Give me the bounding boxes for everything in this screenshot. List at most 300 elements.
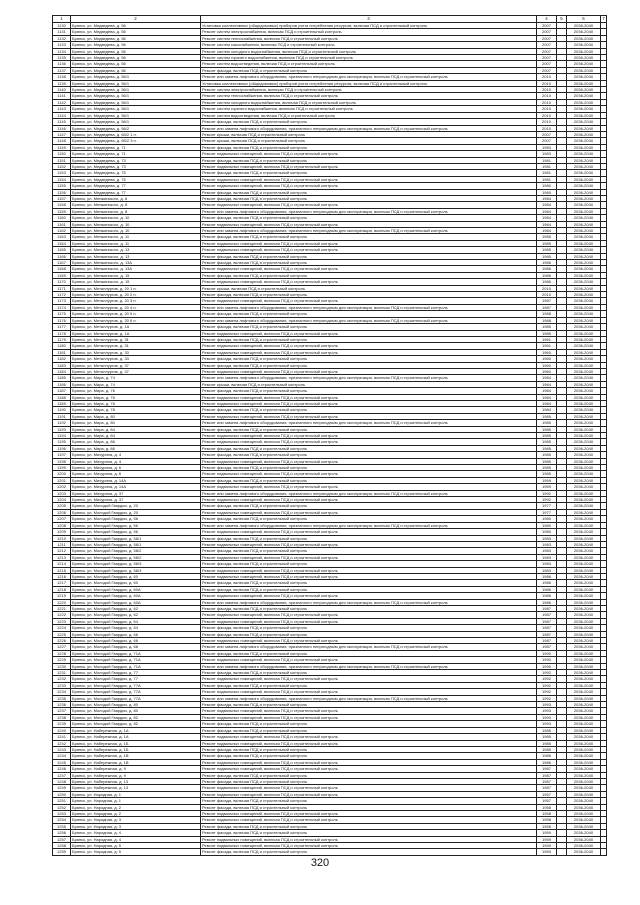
row-work-type: Ремонт фасада, включая ПСД и строительный контроль — [201, 253, 537, 259]
row-period: 2036-2040 — [567, 356, 601, 362]
row-number: 1216 — [53, 573, 71, 579]
row-year: 1980 — [537, 522, 557, 528]
row-number: 1226 — [53, 638, 71, 644]
row-work-type: Ремонт подвальных помещений, включая ПСД и строительный контроль — [201, 400, 537, 406]
row-address: Брянск, ул. Металлургов, д. 37 — [71, 362, 201, 368]
row-work-type: Установка коллективных (общедомовых) приборов учета потребления ресурсов, включая ПСД и строительный контроль — [201, 80, 537, 86]
row-year: 1985 — [537, 247, 557, 253]
row-address: Брянск, ул. Менжинского, д. 13 — [71, 253, 201, 259]
row-period: 2036-2040 — [567, 375, 601, 381]
row-address: Брянск, ул. Медведева, д. 56/1 — [71, 74, 201, 80]
row-work-type: Ремонт или замена лифтового оборудования, признанного непригодным для эксплуатации, включая ПСД и строительный контроль — [201, 317, 537, 323]
row-work-type: Ремонт систем горячего водоснабжения, включая ПСД и строительный контроль — [201, 55, 537, 61]
row-year: 1985 — [537, 420, 557, 426]
row-address: Брянск, ул. Менжинского, д. 13 — [71, 247, 201, 253]
row-work-type: Ремонт фасада, включая ПСД и строительный контроль — [201, 452, 537, 458]
row-address: Брянск, ул. Мира, д. 86 — [71, 445, 201, 451]
row-number: 1186 — [53, 381, 71, 387]
row-period: 2036-2040 — [567, 202, 601, 208]
row-work-type: Ремонт подвальных помещений, включая ПСД и строительный контроль — [201, 554, 537, 560]
row-year: 1987 — [537, 618, 557, 624]
row-number: 1155 — [53, 183, 71, 189]
row-work-type: Ремонт подвальных помещений, включая ПСД и строительный контроль — [201, 612, 537, 618]
row-year: 1980 — [537, 516, 557, 522]
row-address: Брянск, ул. Молодой Гвардии, д. 80 — [71, 702, 201, 708]
row-year: 1984 — [537, 202, 557, 208]
row-period: 2036-2040 — [567, 759, 601, 765]
row-period: 2036-2040 — [567, 503, 601, 509]
row-number: 1221 — [53, 605, 71, 611]
row-number: 1133 — [53, 42, 71, 48]
row-number: 1149 — [53, 144, 71, 150]
row-period: 2036-2040 — [567, 753, 601, 759]
row-number: 1203 — [53, 490, 71, 496]
row-number: 1195 — [53, 439, 71, 445]
row-year: 2010 — [537, 119, 557, 125]
row-work-type: Ремонт подвальных помещений, включая ПСД и строительный контроль — [201, 843, 537, 849]
row-work-type: Ремонт крыши, включая ПСД и строительный контроль — [201, 131, 537, 137]
row-number: 1135 — [53, 55, 71, 61]
row-number: 1201 — [53, 477, 71, 483]
row-year: 1960 — [537, 362, 557, 368]
row-address: Брянск, ул. Медведева, д. 71 — [71, 144, 201, 150]
row-address: Брянск, ул. Медведева, д. 56/1 — [71, 119, 201, 125]
row-number: 1233 — [53, 682, 71, 688]
row-year: 2010 — [537, 74, 557, 80]
repair-program-table — [52, 15, 607, 856]
header-col-6: 6 — [567, 16, 601, 23]
row-year: 1980 — [537, 529, 557, 535]
row-period: 2036-2040 — [567, 240, 601, 246]
row-year: 1990 — [537, 657, 557, 663]
row-number: 1196 — [53, 445, 71, 451]
row-work-type: Ремонт подвальных помещений, включая ПСД и строительный контроль — [201, 240, 537, 246]
row-year: 1981 — [537, 163, 557, 169]
row-period: 2036-2040 — [567, 785, 601, 791]
row-number: 1258 — [53, 843, 71, 849]
row-year: 1977 — [537, 503, 557, 509]
row-address: Брянск, ул. Мичурина, д. 4 — [71, 452, 201, 458]
row-work-type: Ремонт подвальных помещений, включая ПСД и строительный контроль — [201, 176, 537, 182]
row-period: 2036-2040 — [567, 490, 601, 496]
row-work-type: Ремонт подвальных помещений, включая ПСД и строительный контроль — [201, 638, 537, 644]
row-address: Брянск, ул. Металлургов, д. 20 4 п. — [71, 304, 201, 310]
row-year: 2010 — [537, 125, 557, 131]
row-address: Брянск, ул. Медведева, д. 75 — [71, 170, 201, 176]
row-work-type: Ремонт фасада, включая ПСД и строительный контроль — [201, 746, 537, 752]
row-work-type: Ремонт подвальных помещений, включая ПСД и строительный контроль — [201, 810, 537, 816]
row-address: Брянск, ул. Медведева, д. 56 — [71, 48, 201, 54]
row-year: 1992 — [537, 497, 557, 503]
row-period: 2036-2040 — [567, 465, 601, 471]
row-year: 1993 — [537, 708, 557, 714]
row-address: Брянск, ул. Металлургов, д. 20 2 п. — [71, 292, 201, 298]
row-number: 1142 — [53, 99, 71, 105]
row-period: 2036-2040 — [567, 452, 601, 458]
row-address: Брянск, ул. Мира, д. 84 — [71, 433, 201, 439]
row-year: 2007 — [537, 67, 557, 73]
row-address: Брянск, ул. Молодой Гвардии, д. 66 — [71, 631, 201, 637]
row-number: 1166 — [53, 253, 71, 259]
row-year: 1984 — [537, 195, 557, 201]
row-year: 1984 — [537, 407, 557, 413]
row-work-type: Ремонт подвальных помещений, включая ПСД и строительный контроль — [201, 266, 537, 272]
row-period: 2036-2040 — [567, 61, 601, 67]
row-address: Брянск, ул. Народная, д. 3 — [71, 823, 201, 829]
row-number: 1192 — [53, 420, 71, 426]
row-number: 1211 — [53, 541, 71, 547]
row-year: 1985 — [537, 727, 557, 733]
row-period: 2036-2040 — [567, 381, 601, 387]
row-year: 1987 — [537, 778, 557, 784]
table-row — [53, 849, 607, 855]
row-work-type: Ремонт систем горячего водоснабжения, включая ПСД и строительный контроль — [201, 106, 537, 112]
row-work-type: Ремонт или замена лифтового оборудования, признанного непригодным для эксплуатации, включая ПСД и строительный контроль — [201, 375, 537, 381]
row-period: 2036-2040 — [567, 272, 601, 278]
row-number: 1131 — [53, 29, 71, 35]
row-address: Брянск, ул. Медведева, д. 56/1 — [71, 80, 201, 86]
row-address: Брянск, ул. Мира, д. 76 — [71, 388, 201, 394]
row-address: Брянск, ул. Молодой Гвардии, д. 62 — [71, 612, 201, 618]
row-work-type: Ремонт фасада, включая ПСД и строительный контроль — [201, 144, 537, 150]
row-number: 1159 — [53, 208, 71, 214]
row-number: 1134 — [53, 48, 71, 54]
row-period: 2036-2040 — [567, 253, 601, 259]
row-address: Брянск, ул. Молодой Гвардии, д. 20 — [71, 503, 201, 509]
row-year: 1985 — [537, 433, 557, 439]
row-work-type: Ремонт или замена лифтового оборудования, признанного непригодным для эксплуатации, включая ПСД и строительный контроль — [201, 695, 537, 701]
row-year: 1985 — [537, 439, 557, 445]
row-number: 1209 — [53, 529, 71, 535]
row-period: 2036-2040 — [567, 151, 601, 157]
row-year: 1985 — [537, 734, 557, 740]
row-year: 1958 — [537, 817, 557, 823]
row-address: Брянск, ул. Мира, д. 84 — [71, 426, 201, 432]
header-col-7: 7 — [602, 16, 605, 22]
row-number: 1175 — [53, 311, 71, 317]
row-number: 1173 — [53, 298, 71, 304]
row-address: Брянск, ул. Народная, д. 5 — [71, 843, 201, 849]
row-address: Брянск, ул. Мира, д. 74 — [71, 381, 201, 387]
row-year: 1977 — [537, 509, 557, 515]
row-number: 1171 — [53, 285, 71, 291]
row-period: 2036-2040 — [567, 791, 601, 797]
row-address: Брянск, ул. Молодой Гвардии, д. 56 — [71, 529, 201, 535]
row-address: Брянск, ул. Молодой Гвардии, д. 60А — [71, 586, 201, 592]
row-period: 2036-2040 — [567, 420, 601, 426]
row-year: 1985 — [537, 465, 557, 471]
row-address: Брянск, ул. Молодой Гвардии, д. 60А — [71, 593, 201, 599]
row-work-type: Ремонт фасада, включая ПСД и строительный контроль — [201, 682, 537, 688]
row-year: 1959 — [537, 477, 557, 483]
row-address: Брянск, ул. Молодой Гвардии, д. 77 — [71, 670, 201, 676]
row-number: 1235 — [53, 695, 71, 701]
row-year: 1984 — [537, 221, 557, 227]
row-number: 1220 — [53, 599, 71, 605]
row-year: 1992 — [537, 689, 557, 695]
row-year: 1986 — [537, 272, 557, 278]
row-address: Брянск, ул. Медведева, д. 56/2 — [71, 125, 201, 131]
page-number: 320 — [310, 857, 330, 869]
row-year: 1984 — [537, 394, 557, 400]
row-work-type: Ремонт подвальных помещений, включая ПСД и строительный контроль — [201, 785, 537, 791]
row-number: 1180 — [53, 343, 71, 349]
row-year: 1992 — [537, 670, 557, 676]
header-col-3: 3 — [201, 16, 537, 23]
row-period: 2036-2040 — [567, 349, 601, 355]
row-number: 1168 — [53, 266, 71, 272]
row-year: 2007 — [537, 29, 557, 35]
row-number: 1191 — [53, 413, 71, 419]
row-address: Брянск, ул. Мичурина, д. 14А — [71, 477, 201, 483]
row-address: Брянск, ул. Молодой Гвардии, д. 66 — [71, 638, 201, 644]
row-period: 2036-2040 — [567, 804, 601, 810]
row-year: 1981 — [537, 157, 557, 163]
row-work-type: Ремонт фасада, включая ПСД и строительный контроль — [201, 631, 537, 637]
row-period: 2036-2040 — [567, 343, 601, 349]
row-number: 1177 — [53, 324, 71, 330]
row-period: 2036-2040 — [567, 368, 601, 374]
row-address: Брянск, ул. Молодой Гвардии, д. 77А — [71, 682, 201, 688]
row-number: 1172 — [53, 292, 71, 298]
row-work-type: Ремонт или замена лифтового оборудования, признанного непригодным для эксплуатации, включая ПСД и строительный контроль — [201, 599, 537, 605]
row-period: 2036-2040 — [567, 311, 601, 317]
row-period: 2036-2040 — [567, 87, 601, 93]
document-sheet — [52, 15, 606, 856]
row-work-type: Ремонт подвальных помещений, включая ПСД и строительный контроль — [201, 279, 537, 285]
row-work-type: Ремонт фасада, включая ПСД и строительный контроль — [201, 362, 537, 368]
row-number: 1218 — [53, 586, 71, 592]
row-number: 1225 — [53, 631, 71, 637]
row-year: 1986 — [537, 753, 557, 759]
row-number: 1151 — [53, 157, 71, 163]
row-number: 1231 — [53, 670, 71, 676]
row-number: 1239 — [53, 721, 71, 727]
row-address: Брянск, ул. Мичурина, д. 6 — [71, 465, 201, 471]
row-address: Брянск, ул. Набережная, д. 9 — [71, 772, 201, 778]
row-work-type: Ремонт фасада, включая ПСД и строительный контроль — [201, 727, 537, 733]
row-year: 1986 — [537, 586, 557, 592]
row-work-type: Ремонт подвальных помещений, включая ПСД и строительный контроль — [201, 298, 537, 304]
row-number: 1161 — [53, 221, 71, 227]
row-period: 2036-2040 — [567, 119, 601, 125]
row-period: 2036-2040 — [567, 631, 601, 637]
row-year: 1959 — [537, 849, 557, 855]
row-number: 1247 — [53, 772, 71, 778]
row-address: Брянск, ул. Менжинского, д. 15 — [71, 279, 201, 285]
row-period: 2036-2040 — [567, 298, 601, 304]
row-year: 1961 — [537, 343, 557, 349]
row-number: 1200 — [53, 471, 71, 477]
row-year: 1983 — [537, 548, 557, 554]
row-year: 1984 — [537, 208, 557, 214]
row-number: 1244 — [53, 753, 71, 759]
row-work-type: Ремонт подвальных помещений, включая ПСД и строительный контроль — [201, 394, 537, 400]
row-year: 1990 — [537, 650, 557, 656]
row-period: 2036-2040 — [567, 817, 601, 823]
row-work-type: Ремонт фасада, включая ПСД и строительный контроль — [201, 503, 537, 509]
row-address: Брянск, ул. Мира, д. 80 — [71, 413, 201, 419]
row-period: 2036-2040 — [567, 42, 601, 48]
row-number: 1146 — [53, 125, 71, 131]
row-year: 2007 — [537, 61, 557, 67]
row-number: 1188 — [53, 394, 71, 400]
row-address: Брянск, ул. Молодой Гвардии, д. 64 — [71, 625, 201, 631]
row-period: 2036-2040 — [567, 144, 601, 150]
row-address: Брянск, ул. Мичурина, д. 4 — [71, 458, 201, 464]
row-year: 1986 — [537, 580, 557, 586]
row-number: 1243 — [53, 746, 71, 752]
row-address: Брянск, ул. Медведева, д. 56/1 — [71, 99, 201, 105]
row-address: Брянск, ул. Мира, д. 78 — [71, 407, 201, 413]
row-address: Брянск, ул. Набережная, д. 1А — [71, 727, 201, 733]
row-work-type: Ремонт фасада, включая ПСД и строительный контроль — [201, 445, 537, 451]
row-year: 1985 — [537, 253, 557, 259]
row-period: 2036-2040 — [567, 394, 601, 400]
row-address: Брянск, ул. Медведева, д. 56/1 — [71, 87, 201, 93]
row-year: 1987 — [537, 612, 557, 618]
row-year: 2010 — [537, 112, 557, 118]
row-period: 2036-2040 — [567, 625, 601, 631]
row-work-type: Ремонт или замена лифтового оборудования, признанного непригодным для эксплуатации, включая ПСД и строительный контроль — [201, 420, 537, 426]
row-number: 1187 — [53, 388, 71, 394]
row-work-type: Ремонт систем электроснабжения, включая ПСД и строительный контроль — [201, 87, 537, 93]
row-work-type: Ремонт подвальных помещений, включая ПСД и строительный контроль — [201, 247, 537, 253]
row-period: 2036-2040 — [567, 548, 601, 554]
row-year: 1984 — [537, 381, 557, 387]
row-number: 1255 — [53, 823, 71, 829]
row-year: 1984 — [537, 400, 557, 406]
row-period: 2036-2040 — [567, 400, 601, 406]
row-work-type: Ремонт фасада, включая ПСД и строительный контроль — [201, 170, 537, 176]
row-work-type: Ремонт фасада, включая ПСД и строительный контроль — [201, 804, 537, 810]
row-period: 2036-2040 — [567, 228, 601, 234]
row-address: Брянск, ул. Мира, д. 76 — [71, 394, 201, 400]
row-period: 2036-2040 — [567, 497, 601, 503]
row-period: 2036-2040 — [567, 35, 601, 41]
row-period: 2036-2040 — [567, 509, 601, 515]
row-address: Брянск, ул. Молодой Гвардии, д. 77 — [71, 676, 201, 682]
row-number: 1252 — [53, 804, 71, 810]
row-period: 2036-2040 — [567, 599, 601, 605]
row-number: 1202 — [53, 484, 71, 490]
row-address: Брянск, ул. Металлургов, д. 20 1 п. — [71, 285, 201, 291]
row-work-type: Ремонт фасада, включая ПСД и строительный контроль — [201, 561, 537, 567]
row-period: 2036-2040 — [567, 317, 601, 323]
row-address: Брянск, ул. Молодой Гвардии, д. 82 — [71, 714, 201, 720]
row-number: 1223 — [53, 618, 71, 624]
row-number: 1237 — [53, 708, 71, 714]
row-period: 2036-2040 — [567, 593, 601, 599]
row-year: 1992 — [537, 676, 557, 682]
row-year: 1985 — [537, 330, 557, 336]
row-period: 2036-2040 — [567, 740, 601, 746]
row-year: 2007 — [537, 35, 557, 41]
row-number: 1206 — [53, 509, 71, 515]
row-year: 1987 — [537, 298, 557, 304]
row-period: 2036-2040 — [567, 183, 601, 189]
row-period: 2036-2040 — [567, 388, 601, 394]
row-period: 2036-2040 — [567, 676, 601, 682]
row-work-type: Ремонт подвальных помещений, включая ПСД и строительный контроль — [201, 740, 537, 746]
row-work-type: Ремонт фасада, включая ПСД и строительный контроль — [201, 535, 537, 541]
row-number: 1217 — [53, 580, 71, 586]
row-period: 2036-2040 — [567, 708, 601, 714]
row-work-type: Ремонт подвальных помещений, включая ПСД и строительный контроль — [201, 657, 537, 663]
row-number: 1160 — [53, 215, 71, 221]
row-address: Брянск, ул. Молодой Гвардии, д. 77А — [71, 689, 201, 695]
row-address: Брянск, ул. Медведева, д. 56 — [71, 61, 201, 67]
row-address: Брянск, ул. Мичурина, д. 37 — [71, 497, 201, 503]
row-year: 1993 — [537, 721, 557, 727]
row-work-type: Ремонт фасада, включая ПСД и строительный контроль — [201, 477, 537, 483]
row-number: 1137 — [53, 67, 71, 73]
row-address: Брянск, ул. Медведева, д. 56 — [71, 29, 201, 35]
row-period: 2036-2040 — [567, 843, 601, 849]
row-address: Брянск, ул. Молодой Гвардии, д. 60А — [71, 599, 201, 605]
row-number: 1169 — [53, 272, 71, 278]
row-year: 2010 — [537, 285, 557, 291]
row-number: 1259 — [53, 849, 71, 855]
row-work-type: Ремонт фасада, включая ПСД и строительный контроль — [201, 778, 537, 784]
row-work-type: Ремонт фасада, включая ПСД и строительный контроль — [201, 157, 537, 163]
row-period: 2036-2040 — [567, 93, 601, 99]
row-address: Брянск, ул. Молодой Гвардии, д. 71А — [71, 657, 201, 663]
row-number: 1246 — [53, 766, 71, 772]
row-year: 1985 — [537, 452, 557, 458]
row-number: 1214 — [53, 561, 71, 567]
row-number: 1178 — [53, 330, 71, 336]
row-address: Брянск, ул. Молодой Гвардии, д. 56 — [71, 516, 201, 522]
row-address: Брянск, ул. Менжинского, д. 8 — [71, 208, 201, 214]
row-address: Брянск, ул. Набережная, д. 1В — [71, 759, 201, 765]
row-work-type: Ремонт подвальных помещений, включая ПСД и строительный контроль — [201, 817, 537, 823]
row-address: Брянск, ул. Народная, д. 5 — [71, 849, 201, 855]
row-period: 2036-2040 — [567, 702, 601, 708]
row-period: 2036-2040 — [567, 221, 601, 227]
row-address: Брянск, ул. Молодой Гвардии, д. 80 — [71, 708, 201, 714]
row-work-type: Ремонт фасада, включая ПСД и строительный контроль — [201, 189, 537, 195]
row-work-type: Ремонт фасада, включая ПСД и строительный контроль — [201, 586, 537, 592]
row-address: Брянск, ул. Народная, д. 2 — [71, 810, 201, 816]
row-work-type: Ремонт подвальных помещений, включая ПСД и строительный контроль — [201, 368, 537, 374]
row-year: 1959 — [537, 836, 557, 842]
row-year: 1985 — [537, 471, 557, 477]
row-number: 1245 — [53, 759, 71, 765]
row-work-type: Ремонт фасада, включая ПСД и строительный контроль — [201, 119, 537, 125]
row-year: 1986 — [537, 573, 557, 579]
row-period: 2036-2040 — [567, 176, 601, 182]
row-year: 1985 — [537, 413, 557, 419]
row-address: Брянск, ул. Мира, д. 78 — [71, 400, 201, 406]
row-year: 1983 — [537, 151, 557, 157]
row-year: 1983 — [537, 144, 557, 150]
row-number: 1238 — [53, 714, 71, 720]
row-period: 2036-2040 — [567, 215, 601, 221]
row-number: 1136 — [53, 61, 71, 67]
row-number: 1132 — [53, 35, 71, 41]
row-address: Брянск, ул. Народная, д. 1 — [71, 791, 201, 797]
row-year: 1958 — [537, 823, 557, 829]
row-number: 1242 — [53, 740, 71, 746]
row-period: 2036-2040 — [567, 80, 601, 86]
row-work-type: Установка коллективных (общедомовых) приборов учета потребления ресурсов, включая ПСД и строительный контроль — [201, 23, 537, 29]
row-number: 1150 — [53, 151, 71, 157]
row-number: 1240 — [53, 727, 71, 733]
row-work-type: Ремонт подвальных помещений, включая ПСД и строительный контроль — [201, 163, 537, 169]
row-work-type: Ремонт фасада, включая ПСД и строительный контроль — [201, 605, 537, 611]
row-period: 2036-2040 — [567, 189, 601, 195]
